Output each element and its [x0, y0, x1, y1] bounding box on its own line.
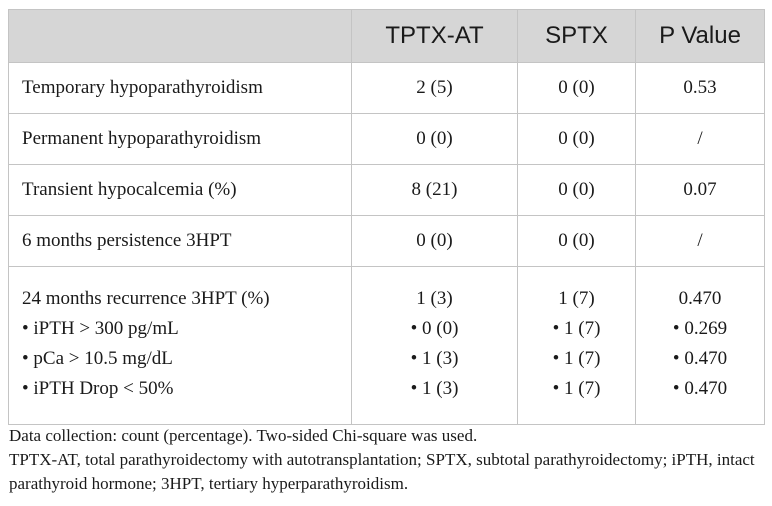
header-row	[9, 10, 765, 63]
row-label: 6 months persistence 3HPT	[9, 216, 352, 267]
header-cell-p-value: P Value	[636, 10, 765, 63]
table-row	[9, 63, 765, 114]
p-value: 0.470	[678, 288, 722, 309]
header-cell-sptx: SPTX	[518, 10, 636, 63]
subrow-label: • iPTH Drop < 50%	[22, 378, 174, 399]
table-footnotes	[9, 424, 765, 496]
table-row	[9, 114, 765, 165]
p-value: • 0.269	[672, 318, 728, 339]
footnote-abbreviations: TPTX-AT, total parathyroidectomy with autotransplantation; SPTX, subtotal parathyroidectomy; iPTH, intact parathyroid hormone; 3HPT, tertiary hyperparathyroidism.	[9, 450, 755, 493]
header-cell-tptx-at: TPTX-AT	[352, 10, 518, 63]
p-value: 0.53	[636, 63, 765, 114]
subrow-label: • iPTH > 300 pg/mL	[22, 318, 179, 339]
tptx-at-value: 2 (5)	[352, 63, 518, 114]
table-row	[9, 165, 765, 216]
subrow-label: • pCa > 10.5 mg/dL	[22, 348, 173, 369]
header-cell-empty	[9, 10, 352, 63]
p-value: 0.07	[636, 165, 765, 216]
p-value: /	[636, 216, 765, 267]
sptx-value: 0 (0)	[518, 63, 636, 114]
recurrence-label-cell	[9, 267, 352, 425]
tptx-at-value: • 0 (0)	[410, 318, 459, 339]
sptx-value: 1 (7)	[558, 288, 595, 309]
row-label: Transient hypocalcemia (%)	[9, 165, 352, 216]
tptx-at-value: 1 (3)	[416, 288, 453, 309]
sptx-value: 0 (0)	[518, 165, 636, 216]
footnote-data-collection: Data collection: count (percentage). Two-sided Chi-square was used.	[9, 426, 478, 445]
sptx-value: 0 (0)	[518, 114, 636, 165]
tptx-at-value: 8 (21)	[352, 165, 518, 216]
row-label: 24 months recurrence 3HPT (%)	[22, 288, 270, 309]
sptx-value: • 1 (7)	[552, 378, 601, 399]
results-table	[8, 9, 765, 425]
recurrence-p-value-cell	[636, 267, 765, 425]
row-label: Temporary hypoparathyroidism	[9, 63, 352, 114]
recurrence-tptx-at-cell	[352, 267, 518, 425]
tptx-at-value: • 1 (3)	[410, 378, 459, 399]
table-row-recurrence	[9, 267, 765, 425]
row-label: Permanent hypoparathyroidism	[9, 114, 352, 165]
tptx-at-value: • 1 (3)	[410, 348, 459, 369]
sptx-value: 0 (0)	[518, 216, 636, 267]
sptx-value: • 1 (7)	[552, 318, 601, 339]
tptx-at-value: 0 (0)	[352, 114, 518, 165]
sptx-value: • 1 (7)	[552, 348, 601, 369]
p-value: /	[636, 114, 765, 165]
table-row	[9, 216, 765, 267]
tptx-at-value: 0 (0)	[352, 216, 518, 267]
p-value: • 0.470	[672, 348, 728, 369]
p-value: • 0.470	[672, 378, 728, 399]
recurrence-sptx-cell	[518, 267, 636, 425]
